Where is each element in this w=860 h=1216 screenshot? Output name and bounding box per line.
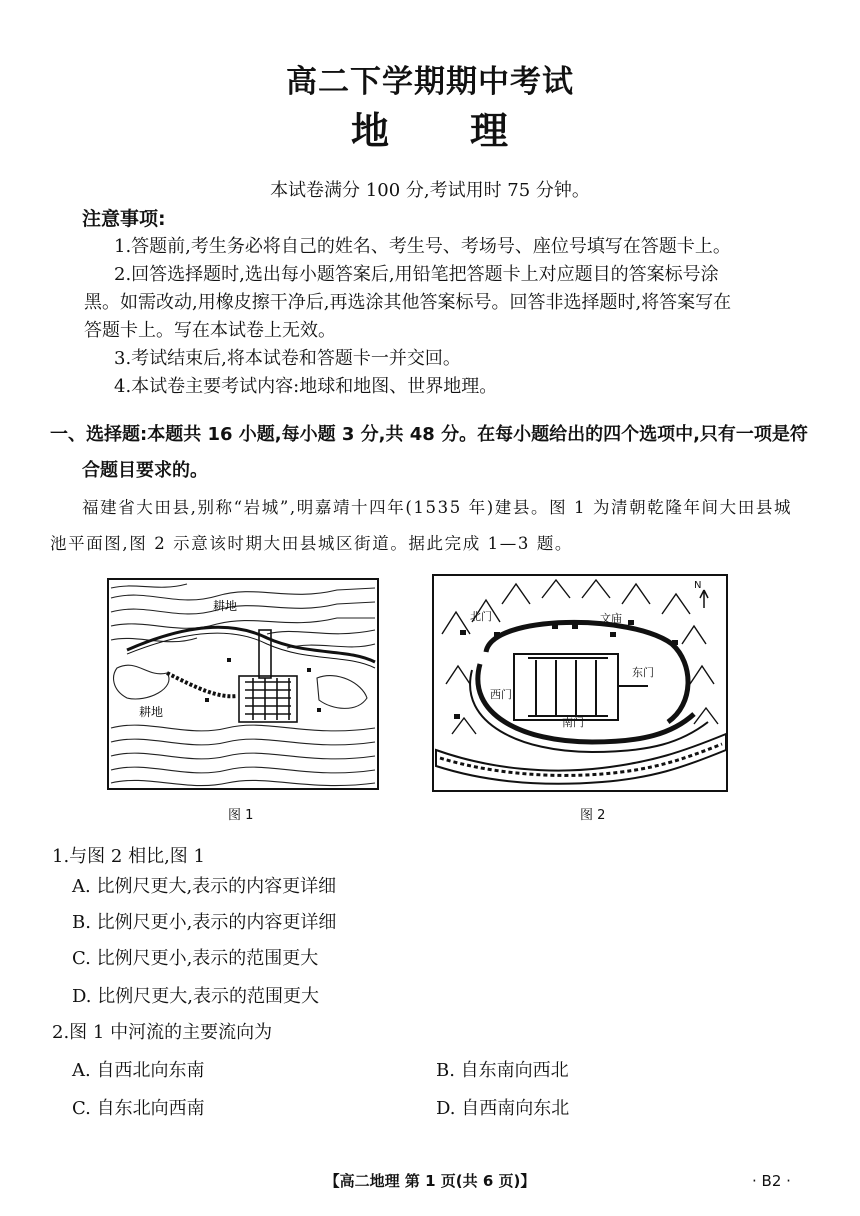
- label-farmland-left: 耕地: [139, 705, 164, 719]
- question-2-stem: 2.图 1 中河流的主要流向为: [52, 1022, 273, 1043]
- figure-2-caption: 图 2: [580, 808, 606, 823]
- subject-char-1: 地: [350, 109, 390, 153]
- section-heading-line-2: 合题目要求的。: [82, 460, 208, 481]
- label-wenmiao: 文庙: [600, 612, 622, 625]
- notice-heading: 注意事项:: [82, 208, 166, 230]
- label-east-gate: 东门: [632, 666, 654, 679]
- notice-line-2: 2.回答选择题时,选出每小题答案后,用铅笔把答题卡上对应题目的答案标号涂: [114, 264, 719, 285]
- section-heading-line-1: 一、选择题:本题共 16 小题,每小题 3 分,共 48 分。在每小题给出的四个选项中,只有一项是符: [50, 424, 808, 445]
- question-1-option-c[interactable]: C. 比例尺更小,表示的范围更大: [72, 948, 319, 969]
- exam-title: 高二下学期期中考试: [286, 64, 574, 100]
- question-1-option-b[interactable]: B. 比例尺更小,表示的内容更详细: [72, 912, 337, 933]
- label-west-gate: 西门: [490, 688, 512, 701]
- label-north-gate: 北门: [470, 610, 492, 623]
- question-1-stem: 1.与图 2 相比,图 1: [52, 846, 205, 867]
- figure-1-caption: 图 1: [228, 808, 254, 823]
- label-farmland-top: 耕地: [213, 599, 238, 613]
- question-2-option-b[interactable]: B. 自东南向西北: [436, 1060, 569, 1081]
- subject-char-2: 理: [470, 109, 510, 153]
- passage-line-1: 福建省大田县,别称“岩城”,明嘉靖十四年(1535 年)建县。图 1 为清朝乾隆年间大田县城: [82, 498, 793, 517]
- question-2-option-c[interactable]: C. 自东北向西南: [72, 1098, 205, 1119]
- question-2-option-a[interactable]: A. 自西北向东南: [72, 1060, 205, 1081]
- notice-line-6: 4.本试卷主要考试内容:地球和地图、世界地理。: [114, 376, 498, 397]
- passage-line-2: 池平面图,图 2 示意该时期大田县城区街道。据此完成 1—3 题。: [50, 534, 574, 553]
- question-1-option-a[interactable]: A. 比例尺更大,表示的内容更详细: [72, 876, 337, 897]
- notice-line-3: 黑。如需改动,用橡皮擦干净后,再选涂其他答案标号。回答非选择题时,将答案写在: [84, 292, 732, 313]
- subject-title: [0, 100, 860, 155]
- score-time-line: 本试卷满分 100 分,考试用时 75 分钟。: [270, 180, 590, 201]
- page-footer: 【高二地理 第 1 页(共 6 页)】: [324, 1172, 536, 1190]
- notice-line-4: 答题卡上。写在本试卷上无效。: [84, 320, 336, 341]
- figure-2-map: [432, 574, 728, 792]
- footer-code: · B2 ·: [752, 1172, 791, 1190]
- label-south-gate: 南门: [562, 716, 584, 729]
- figure-1-map: [107, 578, 379, 790]
- north-arrow-label: N: [694, 580, 702, 591]
- notice-line-5: 3.考试结束后,将本试卷和答题卡一并交回。: [114, 348, 461, 369]
- question-1-option-d[interactable]: D. 比例尺更大,表示的范围更大: [72, 986, 319, 1007]
- notice-line-1: 1.答题前,考生务必将自己的姓名、考生号、考场号、座位号填写在答题卡上。: [114, 236, 731, 257]
- question-2-option-d[interactable]: D. 自西南向东北: [436, 1098, 570, 1119]
